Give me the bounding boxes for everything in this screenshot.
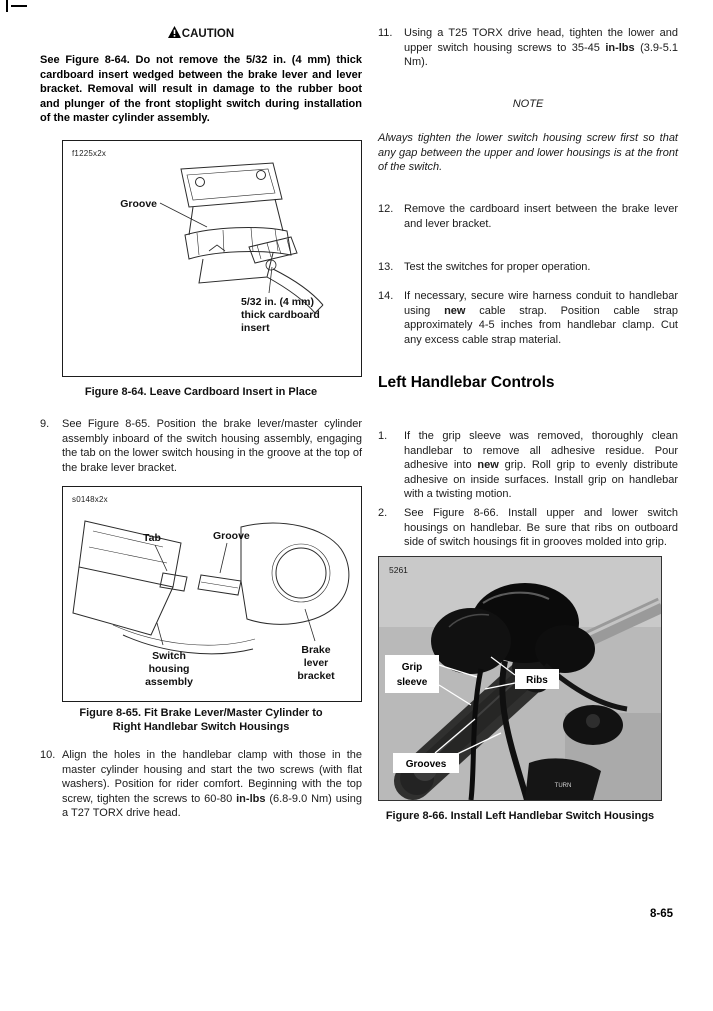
- step-left-2-text: See Figure 8-66. Install upper and lower switch housings on handlebar. Be sure that ribs on outboard side of switch housings fit in grooves molded into grip.: [404, 507, 678, 548]
- page-number: 8-65: [649, 908, 673, 920]
- step-12: [378, 202, 678, 231]
- step-11-text: [404, 26, 678, 70]
- figure-8-64-photo-code: f1225x2x: [72, 149, 107, 158]
- step-left-1-number: 1.: [378, 430, 388, 442]
- step-9-text: See Figure 8-65. Position the brake lever/master cylinder assembly inboard of the switch housing assembly, engaging the tab on the lower switch housing in the groove at the top of the brake lever bracket.: [62, 418, 362, 474]
- step-11-text-pre: Using a T25 TORX drive head, tighten the lower and upper switch housing screws to 35-45: [404, 27, 678, 54]
- switch-housing-label-line3: assembly: [145, 676, 193, 688]
- step-10-text-pre: Align the holes in the handlebar clamp with those in the master cylinder housing and start the two screws (with flat washers). Position for rider comfort. Beginning with the top screw, tighten the screws to 60-80: [62, 749, 362, 805]
- insert-label-line1: 5/32 in. (4 mm): [241, 296, 314, 308]
- step-left-1-text-bold: new: [477, 459, 499, 471]
- grooves-label: Grooves: [405, 759, 447, 770]
- insert-label-line3: insert: [241, 322, 270, 334]
- master-cylinder-drawing: [160, 163, 323, 313]
- caution-title: CAUTION: [181, 28, 235, 40]
- step-14-text-post: cable strap. Position cable strap approximately 4-5 inches from handlebar clamp. Cut any excess cable strap material.: [404, 304, 678, 346]
- brake-lever-label-line1: Brake: [301, 644, 331, 656]
- step-10-number: 10.: [40, 749, 56, 761]
- grip-sleeve-label-line1: Grip: [401, 662, 423, 673]
- step-left-1-text-pre: If the grip sleeve was removed, thoroughly clean handlebar to remove all adhesive residue. Pour adhesive into: [404, 430, 678, 471]
- step-left-2: [378, 506, 678, 550]
- caution-triangle-icon: [168, 25, 181, 43]
- brake-lever-label-line3: bracket: [297, 670, 335, 682]
- crop-mark-horizontal: [11, 5, 27, 7]
- brake-lever-label-line2: lever: [303, 657, 329, 669]
- step-left-1-text: [404, 429, 678, 502]
- tab-label-fig65: Tab: [143, 532, 161, 544]
- step-14-text: [404, 289, 678, 347]
- switch-housing-label-line2: housing: [148, 663, 190, 675]
- switch-housing-drawing: [73, 521, 349, 654]
- insert-label-line2: thick cardboard: [241, 309, 320, 321]
- step-11-text-bold: in-lbs: [605, 41, 635, 54]
- figure-8-66-photo: [379, 557, 661, 800]
- step-12-text: Remove the cardboard insert between the brake lever and lever bracket.: [404, 203, 678, 230]
- step-9: [40, 417, 362, 475]
- note-title: NOTE: [512, 98, 544, 110]
- step-12-number: 12.: [378, 203, 394, 215]
- figure-8-66-photo-code: 5261: [389, 565, 408, 575]
- figure-8-65: [62, 486, 362, 702]
- step-11-text-post: (3.9-5.1 Nm).: [404, 41, 678, 68]
- step-11: [378, 26, 678, 70]
- step-left-1: [378, 429, 678, 502]
- step-14-text-pre: If necessary, secure wire harness conduit to handlebar using: [404, 290, 678, 317]
- crop-mark-vertical: [6, 0, 8, 12]
- note-body: Always tighten the lower switch housing screw first so that any gap between the upper and lower housings is at the front of the switch.: [378, 132, 678, 173]
- caution-header: [40, 24, 362, 43]
- step-14: [378, 289, 678, 347]
- figure-8-64-drawing: [63, 141, 361, 376]
- step-10-text: [62, 748, 362, 821]
- section-title-left-handlebar-controls: Left Handlebar Controls: [378, 374, 555, 391]
- step-14-number: 14.: [378, 290, 394, 302]
- figure-8-64-caption: Figure 8-64. Leave Cardboard Insert in Place: [84, 386, 318, 398]
- caution-body: See Figure 8-64. Do not remove the 5/32 in. (4 mm) thick cardboard insert wedged between the brake lever and lever bracket. Removal will result in damage to the rubber boot and plunger of the front stoplight switch during installation of the master cylinder assembly.: [40, 54, 362, 124]
- groove-label-fig64: Groove: [120, 198, 157, 210]
- figure-8-64: [62, 140, 362, 377]
- ribs-label: Ribs: [526, 675, 548, 686]
- figure-8-65-drawing: [63, 487, 361, 701]
- step-10-text-bold: in-lbs: [236, 792, 266, 805]
- step-13-number: 13.: [378, 261, 394, 273]
- figure-8-65-caption-line2: Right Handlebar Switch Housings: [112, 721, 290, 733]
- switch-housing-label-line1: Switch: [152, 650, 186, 662]
- step-14-text-bold: new: [444, 304, 466, 317]
- step-13: [378, 260, 678, 275]
- figure-8-66: [378, 556, 662, 801]
- step-13-text: Test the switches for proper operation.: [404, 261, 591, 273]
- step-9-number: 9.: [40, 418, 50, 430]
- figure-8-65-caption-line1: Figure 8-65. Fit Brake Lever/Master Cylinder to: [79, 707, 323, 719]
- grip-sleeve-label-line2: sleeve: [396, 677, 428, 688]
- step-left-1-text-post: grip. Roll grip to evenly distribute adhesive on inside surfaces. Install grip on handlebar with a twisting motion.: [404, 459, 678, 500]
- figure-8-66-caption: Figure 8-66. Install Left Handlebar Switch Housings: [385, 810, 655, 822]
- figure-8-65-photo-code: s0148x2x: [72, 495, 108, 504]
- turn-switch-text: TURN: [554, 783, 572, 789]
- step-10: [40, 748, 362, 821]
- groove-label-fig65: Groove: [213, 530, 250, 542]
- step-10-text-post: (6.8-9.0 Nm) using a T27 TORX drive head.: [62, 792, 362, 819]
- figure-8-65-caption: [40, 706, 362, 734]
- step-11-number: 11.: [378, 27, 393, 39]
- step-left-2-number: 2.: [378, 507, 388, 519]
